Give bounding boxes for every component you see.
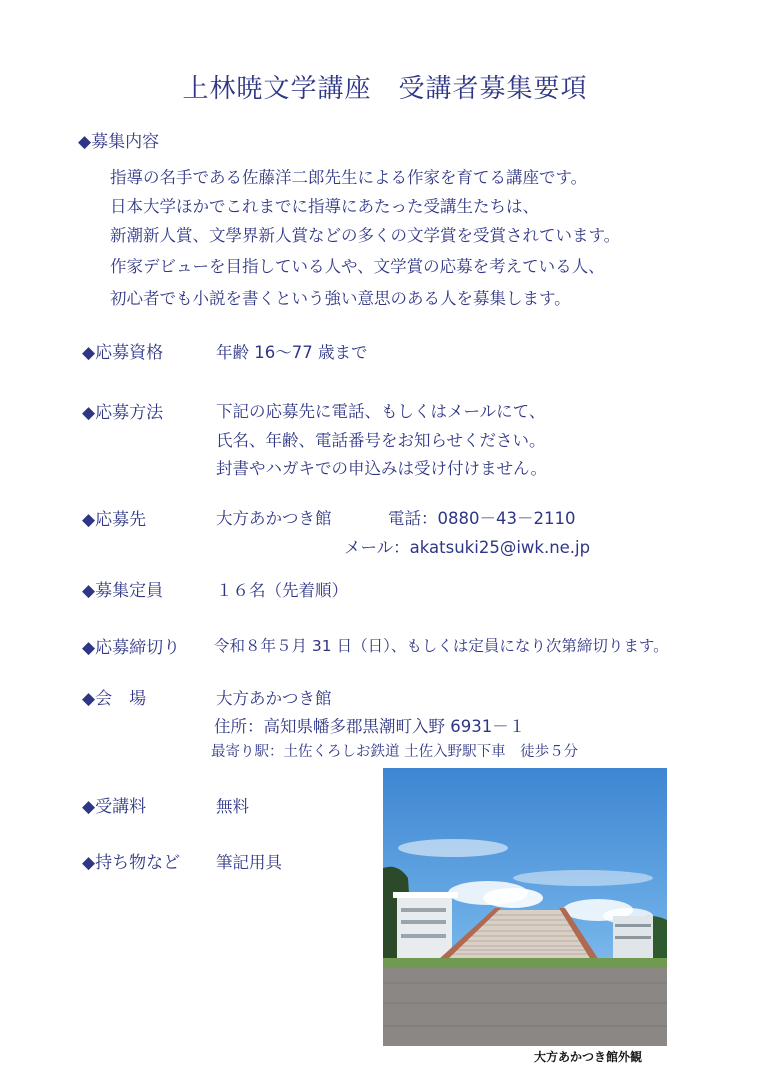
building-illustration: [383, 768, 667, 1046]
fee-value: 無料: [216, 797, 249, 816]
fee-heading: ◆受講料: [82, 797, 147, 817]
method-heading: ◆応募方法: [82, 403, 164, 423]
belongings-value: 筆記用具: [216, 853, 282, 872]
eligibility-value: 年齢 16～77 歳まで: [216, 343, 368, 362]
content-line: 日本大学ほかでこれまでに指導にあたった受講生たちは、: [110, 197, 539, 216]
destination-heading: ◆応募先: [82, 510, 147, 530]
building-photo: [383, 768, 667, 1046]
eligibility-heading: ◆応募資格: [82, 343, 164, 363]
venue-name: 大方あかつき館: [216, 689, 332, 708]
content-line: 作家デビューを目指している人や、文学賞の応募を考えている人、: [110, 257, 605, 276]
content-heading: ◆募集内容: [78, 132, 160, 152]
destination-phone: 電話：0880－43－2110: [388, 509, 576, 528]
method-line: 氏名、年齢、電話番号をお知らせください。: [216, 431, 546, 450]
destination-name: 大方あかつき館: [216, 509, 332, 528]
deadline-value: 令和８年５月 31 日（日）、もしくは定員になり次第締切ります。: [214, 637, 669, 655]
belongings-heading: ◆持ち物など: [82, 853, 181, 873]
page-title: 上林暁文学講座 受講者募集要項: [182, 74, 588, 104]
venue-station: 最寄り駅：土佐くろしお鉄道 土佐入野駅下車 徒歩５分: [211, 744, 579, 760]
capacity-value: １６名（先着順）: [216, 581, 348, 600]
method-line: 下記の応募先に電話、もしくはメールにて、: [216, 402, 546, 421]
venue-heading: ◆会 場: [82, 689, 147, 709]
content-line: 初心者でも小説を書くという強い意思のある人を募集します。: [110, 289, 571, 308]
method-line: 封書やハガキでの申込みは受け付けません。: [216, 459, 547, 478]
content-line: 指導の名手である佐藤洋二郎先生による作家を育てる講座です。: [110, 168, 588, 187]
photo-caption: 大方あかつき館外観: [534, 1050, 643, 1064]
deadline-heading: ◆応募締切り: [82, 638, 181, 658]
content-line: 新潮新人賞、文學界新人賞などの多くの文学賞を受賞されています。: [110, 226, 621, 245]
destination-email: メール：akatsuki25@iwk.ne.jp: [344, 538, 591, 557]
venue-address: 住所：高知県幡多郡黒潮町入野 6931－１: [214, 717, 526, 736]
capacity-heading: ◆募集定員: [82, 581, 164, 601]
